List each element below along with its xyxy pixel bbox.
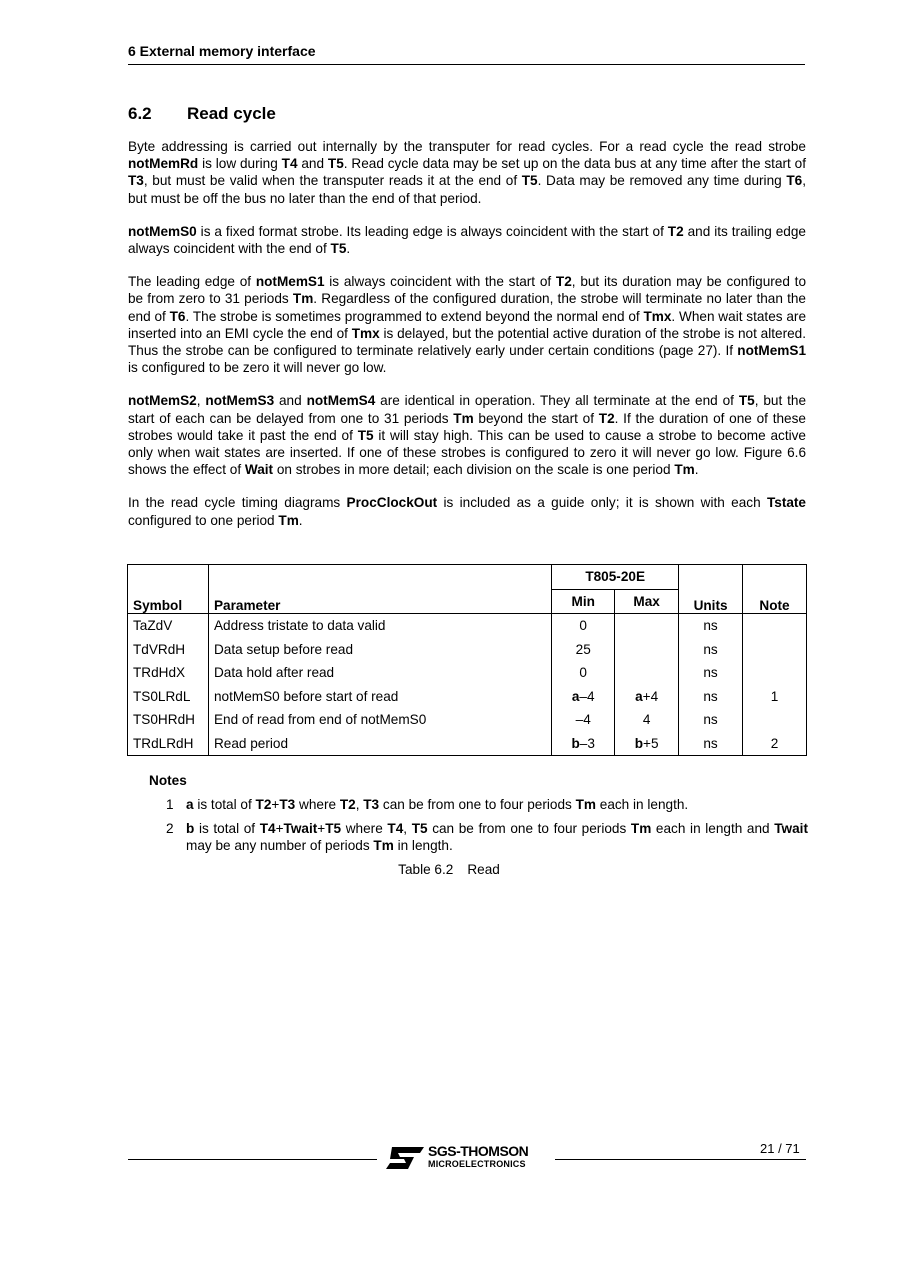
bold-term: b bbox=[186, 821, 195, 836]
bold-term: T6 bbox=[786, 173, 803, 189]
device-group-header: T805-20E bbox=[552, 565, 679, 590]
bold-term: T5 bbox=[330, 241, 347, 257]
col-header-max: Max bbox=[615, 589, 679, 614]
symbol-cell: TS0LRdL bbox=[128, 685, 209, 709]
logo-subline: MICROELECTRONICS bbox=[428, 1159, 526, 1169]
note-number: 1 bbox=[166, 797, 174, 812]
bold-term: Tm bbox=[373, 838, 394, 853]
paragraph: In the read cycle timing diagrams ProcClockOut is included as a guide only; it is shown with each Tstate configured to one period Tm. bbox=[128, 495, 806, 528]
bold-term: Twait bbox=[774, 821, 808, 836]
note-cell bbox=[743, 614, 807, 638]
bold-term: T2 bbox=[598, 410, 615, 426]
bold-term: T3 bbox=[363, 797, 380, 812]
bold-term: Tstate bbox=[766, 495, 806, 511]
bold-term: T2 bbox=[555, 274, 572, 290]
note-cell bbox=[743, 708, 807, 732]
bold-term: a bbox=[635, 688, 643, 704]
running-header: 6 External memory interface bbox=[128, 43, 316, 59]
min-cell: 0 bbox=[552, 614, 615, 638]
section-heading bbox=[128, 104, 276, 124]
body-text bbox=[128, 138, 806, 545]
note-text: b is total of T4+Twait+T5 where T4, T5 can be from one to four periods Tm each in length and Twait may be any number of periods Tm in length. bbox=[186, 821, 808, 853]
symbol-cell: TRdLRdH bbox=[128, 732, 209, 756]
max-cell bbox=[615, 614, 679, 638]
bold-term: b bbox=[571, 735, 580, 751]
bold-term: Wait bbox=[244, 462, 274, 478]
footer-rule-right bbox=[555, 1159, 806, 1160]
parameter-cell: Data hold after read bbox=[208, 661, 551, 685]
note-cell bbox=[743, 638, 807, 662]
bold-term: T5 bbox=[411, 821, 428, 836]
bold-term: Twait bbox=[283, 821, 318, 836]
symbol-cell: TS0HRdH bbox=[128, 708, 209, 732]
symbol-cell: TRdHdX bbox=[128, 661, 209, 685]
table-row bbox=[128, 685, 807, 709]
parameter-cell: Address tristate to data valid bbox=[208, 614, 551, 638]
logo-wordmark: SGS-THOMSON bbox=[428, 1143, 529, 1159]
table-row bbox=[128, 638, 807, 662]
paragraph: notMemS2, notMemS3 and notMemS4 are identical in operation. They all terminate at the end of T5, but the start of each can be delayed from one to 31 periods Tm beyond the start of T2. If the duration of one of these strobes would take it past the end of T5 it will stay high. This can be used to cause a strobe to become active only when wait states are inserted. If one of these strobes is configured to zero it will never go low. Figure 6.6 shows the effect of Wait on strobes in more detail; each division on the scale is one period Tm. bbox=[128, 393, 807, 478]
bold-term: T4 bbox=[387, 821, 404, 836]
units-cell: ns bbox=[679, 661, 743, 685]
bold-term: T2 bbox=[667, 223, 684, 239]
bold-term: T5 bbox=[357, 427, 374, 443]
parameter-cell: Data setup before read bbox=[208, 638, 551, 662]
bold-term: ProcClockOut bbox=[346, 495, 438, 511]
max-cell bbox=[615, 661, 679, 685]
bold-term: Tm bbox=[278, 512, 299, 528]
max-cell: a+4 bbox=[615, 685, 679, 709]
bold-term: T4 bbox=[259, 821, 276, 836]
col-header-symbol: Symbol bbox=[128, 589, 209, 614]
paragraph: Byte addressing is carried out internally by the transputer for read cycles. For a read cycle the read strobe notMemRd is low during T4 and T5. Read cycle data may be set up on the data bus at any time after the start of T3, but must be valid when the transputer reads it at the end of T5. Data may be removed any time during T6, but must be off the bus no later than the end of that period. bbox=[128, 139, 807, 206]
company-logo bbox=[384, 1143, 552, 1173]
bold-term: Tm bbox=[292, 291, 314, 307]
min-cell: –4 bbox=[552, 708, 615, 732]
max-cell: b+5 bbox=[615, 732, 679, 756]
notes-title: Notes bbox=[149, 773, 187, 788]
max-cell: 4 bbox=[615, 708, 679, 732]
bold-term: T2 bbox=[255, 797, 272, 812]
parameter-cell: Read period bbox=[208, 732, 551, 756]
bold-term: notMemS3 bbox=[205, 393, 275, 409]
bold-term: Tmx bbox=[351, 325, 380, 341]
st-logo-icon bbox=[384, 1143, 428, 1171]
caption-label: Table 6.2 bbox=[398, 862, 454, 877]
symbol-cell: TdVRdH bbox=[128, 638, 209, 662]
max-cell bbox=[615, 638, 679, 662]
min-cell: b–3 bbox=[552, 732, 615, 756]
bold-term: a bbox=[186, 797, 194, 812]
bold-term: notMemRd bbox=[128, 156, 199, 172]
bold-term: T3 bbox=[279, 797, 296, 812]
caption-title: Read bbox=[467, 862, 500, 877]
section-number: 6.2 bbox=[128, 104, 152, 123]
table-row bbox=[128, 661, 807, 685]
bold-term: T5 bbox=[738, 393, 755, 409]
bold-term: Tm bbox=[575, 797, 596, 812]
bold-term: T2 bbox=[339, 797, 356, 812]
bold-term: T5 bbox=[521, 173, 538, 189]
bold-term: notMemS1 bbox=[255, 274, 325, 290]
table-row bbox=[128, 732, 807, 756]
bold-term: T4 bbox=[281, 156, 298, 172]
col-header-note: Note bbox=[743, 589, 807, 614]
bold-term: notMemS4 bbox=[306, 393, 376, 409]
note-cell bbox=[743, 661, 807, 685]
note-cell: 1 bbox=[743, 685, 807, 709]
parameter-cell: notMemS0 before start of read bbox=[208, 685, 551, 709]
bold-term: T5 bbox=[327, 156, 344, 172]
section-title: Read cycle bbox=[187, 104, 276, 123]
paragraph: The leading edge of notMemS1 is always coincident with the start of T2, but its duration may be configured to be from zero to 31 periods Tm. Regardless of the configured duration, the strobe will terminate no later than the end of T6. The strobe is sometimes programmed to extend beyond the normal end of Tmx. When wait states are inserted into an EMI cycle the end of Tmx is delayed, but the potential active duration of the strobe is not altered. Thus the strobe can be configured to terminate relatively early under certain conditions (page 27). If notMemS1 is configured to be zero it will never go low. bbox=[128, 274, 807, 376]
note-cell: 2 bbox=[743, 732, 807, 756]
header-rule bbox=[128, 64, 805, 65]
table-caption bbox=[0, 862, 898, 877]
col-header-units: Units bbox=[679, 589, 743, 614]
bold-term: T6 bbox=[169, 308, 186, 324]
read-timing-table bbox=[127, 564, 807, 756]
paragraph: notMemS0 is a fixed format strobe. Its leading edge is always coincident with the start of T2 and its trailing edge always coincident with the end of T5. bbox=[128, 223, 806, 257]
symbol-cell: TaZdV bbox=[128, 614, 209, 638]
min-cell: 0 bbox=[552, 661, 615, 685]
bold-term: Tm bbox=[630, 821, 652, 836]
table-row bbox=[128, 614, 807, 638]
min-cell: a–4 bbox=[552, 685, 615, 709]
bold-term: Tm bbox=[674, 462, 695, 478]
bold-term: notMemS2 bbox=[128, 393, 197, 409]
col-header-parameter: Parameter bbox=[208, 589, 551, 614]
col-header-min: Min bbox=[552, 589, 615, 614]
bold-term: notMemS1 bbox=[737, 343, 806, 359]
units-cell: ns bbox=[679, 732, 743, 756]
parameter-cell: End of read from end of notMemS0 bbox=[208, 708, 551, 732]
min-cell: 25 bbox=[552, 638, 615, 662]
bold-term: T5 bbox=[325, 821, 342, 836]
footer-rule-left bbox=[128, 1159, 377, 1160]
units-cell: ns bbox=[679, 638, 743, 662]
page-number: 21 / 71 bbox=[760, 1141, 800, 1156]
table-row bbox=[128, 708, 807, 732]
bold-term: notMemS0 bbox=[128, 223, 197, 239]
bold-term: b bbox=[634, 735, 644, 751]
units-cell: ns bbox=[679, 708, 743, 732]
note-number: 2 bbox=[166, 821, 174, 836]
bold-term: Tm bbox=[453, 410, 474, 426]
note-item bbox=[128, 820, 808, 854]
bold-term: a bbox=[571, 688, 580, 704]
bold-term: Tmx bbox=[643, 308, 672, 324]
units-cell: ns bbox=[679, 685, 743, 709]
bold-term: T3 bbox=[128, 173, 144, 189]
note-text: a is total of T2+T3 where T2, T3 can be from one to four periods Tm each in length. bbox=[186, 797, 689, 812]
table-notes bbox=[128, 772, 808, 861]
units-cell: ns bbox=[679, 614, 743, 638]
note-item bbox=[128, 796, 808, 813]
